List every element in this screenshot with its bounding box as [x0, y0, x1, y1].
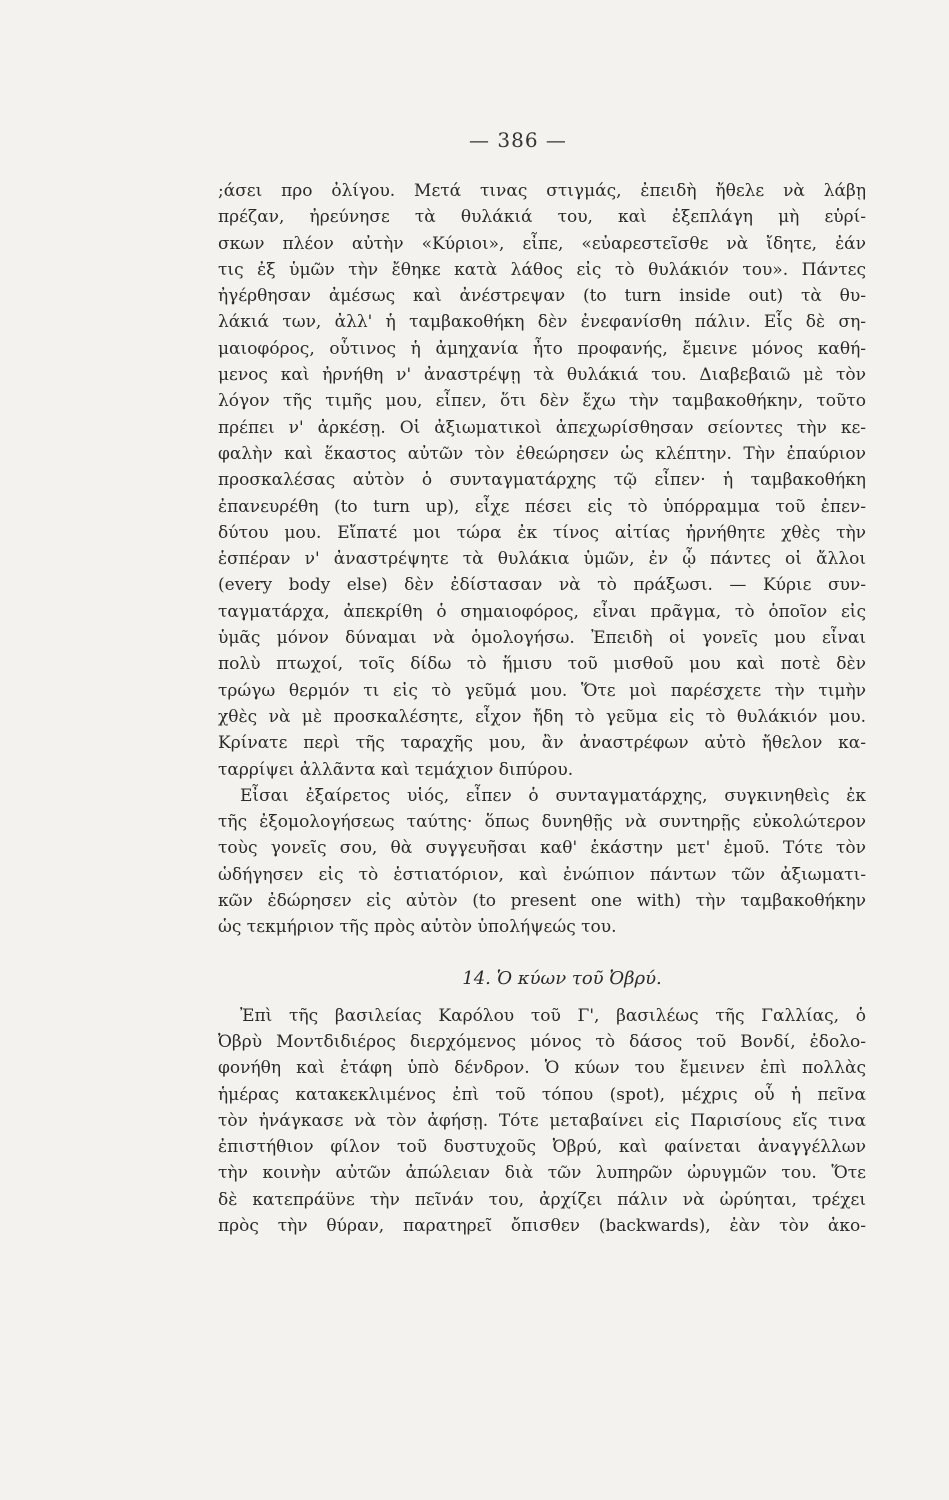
- text-line: τῆς ἐξομολογήσεως ταύτης· ὅπως δυνηθῇς νὰ συντηρῇς εὐκολώτερον: [218, 812, 866, 833]
- text-line: ἠγέρθησαν ἀμέσως καὶ ἀνέστρεψαν (to turn inside out) τὰ θυ-: [218, 286, 866, 307]
- text-line: ἐπανευρέθη (to turn up), εἶχε πέσει εἰς τὸ ὑπόρραμμα τοῦ ἐπεν-: [218, 496, 866, 517]
- text-line: ἐπιστήθιον φίλον τοῦ δυστυχοῦς Ὀβρύ, καὶ φαίνεται ἀναγγέλλων: [218, 1137, 866, 1158]
- text-line: φονήθη καὶ ἐτάφη ὑπὸ δένδρον. Ὁ κύων του ἔμεινεν ἐπὶ πολλὰς: [218, 1058, 866, 1079]
- paragraph-1: [218, 178, 866, 783]
- text-line: ἑσπέραν ν' ἀναστρέψητε τὰ θυλάκια ὑμῶν, ἐν ᾧ πάντες οἱ ἄλλοι: [218, 549, 866, 570]
- text-line: τὴν κοινὴν αὐτῶν ἀπώλειαν διὰ τῶν λυπηρῶν ὠρυγμῶν του. Ὅτε: [218, 1163, 866, 1184]
- text-line: χθὲς νὰ μὲ προσκαλέσητε, εἶχον ἤδη τὸ γεῦμα εἰς τὸ θυλάκιόν μου.: [218, 706, 866, 727]
- text-line: ὡς τεκμήριον τῆς πρὸς αὐτὸν ὑπολήψεώς του.: [218, 917, 617, 938]
- text-line: δύτου μου. Εἴπατέ μοι τώρα ἐκ τίνος αἰτίας ἠρνήθητε χθὲς τὴν: [218, 522, 866, 543]
- paragraph-3: [218, 1003, 866, 1240]
- paragraph-2: [218, 783, 866, 941]
- text-line: τὸν ἠνάγκασε νὰ τὸν ἀφήσῃ. Τότε μεταβαίνει εἰς Παρισίους εἴς τινα: [218, 1110, 866, 1131]
- text-line: σκων πλέον αὐτὴν «Κύριοι», εἶπε, «εὐαρεστεῖσθε νὰ ἴδητε, ἐάν: [218, 233, 866, 254]
- text-line: (every body else) δὲν ἐδίστασαν νὰ τὸ πράξωσι. — Κύριε συν-: [218, 575, 866, 596]
- text-line: φαλὴν καὶ ἕκαστος αὐτῶν τὸν ἐθεώρησεν ὡς κλέπτην. Τὴν ἐπαύριον: [218, 443, 866, 464]
- section-title: 14. Ὁ κύων τοῦ Ὀβρύ.: [462, 967, 662, 989]
- text-line: ὑμᾶς μόνον δύναμαι νὰ ὁμολογήσω. Ἐπειδὴ οἱ γονεῖς μου εἶναι: [218, 628, 866, 649]
- text-line: ὡδήγησεν εἰς τὸ ἑστιατόριον, καὶ ἐνώπιον πάντων τῶν ἀξιωματι-: [218, 864, 866, 885]
- text-line: Ἐπὶ τῆς βασιλείας Καρόλου τοῦ Γ', βασιλέως τῆς Γαλλίας, ὁ: [240, 1005, 866, 1026]
- spacer: [218, 941, 866, 955]
- text-line: πολὺ πτωχοί, τοῖς δίδω τὸ ἥμισυ τοῦ μισθοῦ μου καὶ ποτὲ δὲν: [218, 654, 866, 675]
- text-line: λάκιά των, ἀλλ' ἡ ταμβακοθήκη δὲν ἐνεφανίσθη πάλιν. Εἷς δὲ ση-: [218, 312, 866, 333]
- text-line: Κρίνατε περὶ τῆς ταραχῆς μου, ἂν ἀναστρέφων αὐτὸ ἤθελον κα-: [218, 733, 866, 754]
- text-line: μαιοφόρος, οὗτινος ἡ ἀμηχανία ἦτο προφανής, ἔμεινε μόνος καθή-: [218, 338, 866, 359]
- text-line: πρέζαν, ἠρεύνησε τὰ θυλάκιά του, καὶ ἐξεπλάγη μὴ εὑρί-: [218, 207, 866, 228]
- text-line: κῶν ἐδώρησεν εἰς αὐτὸν (to present one with) τὴν ταμβακοθήκην: [218, 891, 866, 912]
- text-line: ;άσει προ ὀλίγου. Μετά τινας στιγμάς, ἐπειδὴ ἤθελε νὰ λάβῃ: [218, 181, 866, 201]
- text-line: δὲ κατεπράϋνε τὴν πεῖνάν του, ἀρχίζει πάλιν νὰ ὠρύηται, τρέχει: [218, 1189, 866, 1210]
- text-line: τις ἐξ ὑμῶν τὴν ἔθηκε κατὰ λάθος εἰς τὸ θυλάκιόν του». Πάντες: [218, 259, 866, 280]
- text-body: [218, 178, 866, 1239]
- text-line: Ὀβρὺ Μοντδιδιέρος διερχόμενος μόνος τὸ δάσος τοῦ Βονδί, ἐδολο-: [218, 1031, 866, 1052]
- text-line: μενος καὶ ἠρνήθη ν' ἀναστρέψῃ τὰ θυλάκιά του. Διαβεβαιῶ μὲ τὸν: [218, 365, 866, 386]
- text-line: πρὸς τὴν θύραν, παρατηρεῖ ὄπισθεν (backwards), ἐὰν τὸν ἀκο-: [218, 1215, 866, 1236]
- text-line: Εἶσαι ἐξαίρετος υἱός, εἶπεν ὁ συνταγματάρχης, συγκινηθεὶς ἐκ: [240, 785, 866, 806]
- text-line: λόγον τῆς τιμῆς μου, εἶπεν, ὅτι δὲν ἔχω τὴν ταμβακοθήκην, τοῦτο: [218, 391, 866, 412]
- text-line: ἡμέρας κατακεκλιμένος ἐπὶ τοῦ τόπου (spot), μέχρις οὗ ἡ πεῖνα: [218, 1084, 866, 1105]
- text-line: ταρρίψει ἀλλᾶντα καὶ τεμάχιον διπύρου.: [218, 759, 574, 780]
- text-line: τρώγω θερμόν τι εἰς τὸ γεῦμά μου. Ὅτε μοὶ παρέσχετε τὴν τιμὴν: [218, 680, 866, 701]
- text-line: προσκαλέσας αὐτὸν ὁ συνταγματάρχης τῷ εἶπεν· ἡ ταμβακοθήκη: [218, 470, 866, 491]
- text-line: τοὺς γονεῖς σου, θὰ συγγευῆσαι καθ' ἑκάστην μετ' ἐμοῦ. Τότε τὸν: [218, 838, 866, 859]
- text-line: πρέπει ν' ἀρκέσῃ. Οἱ ἀξιωματικοὶ ἀπεχωρίσθησαν σείοντες τὴν κε-: [218, 417, 866, 438]
- page-number: — 386 —: [469, 128, 567, 152]
- text-line: ταγματάρχα, ἀπεκρίθη ὁ σημαιοφόρος, εἶναι πρᾶγμα, τὸ ὁποῖον εἰς: [218, 601, 866, 622]
